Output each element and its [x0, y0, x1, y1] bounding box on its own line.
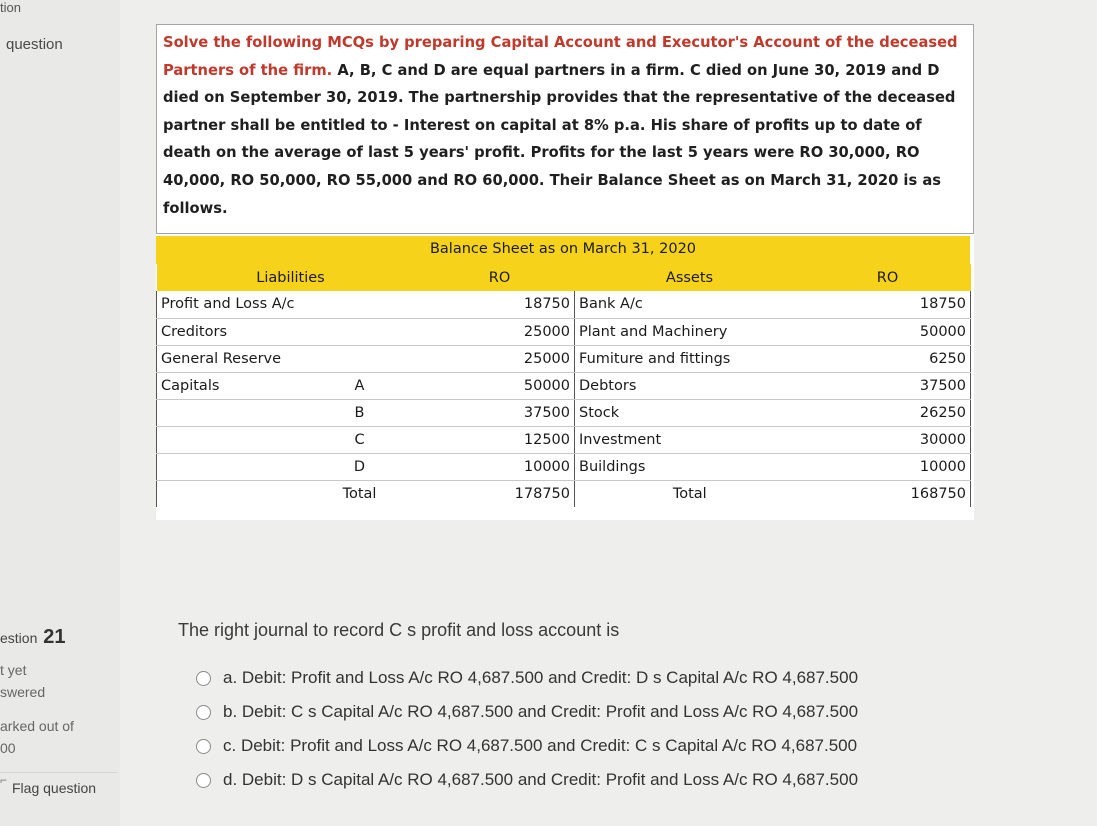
radio-button-a[interactable]: [196, 671, 211, 686]
marked-out-of: arked out of: [0, 718, 74, 734]
liability-amount: 10000: [425, 453, 575, 480]
marked-value: 00: [0, 740, 16, 756]
liability-amount: 25000: [425, 345, 575, 372]
table-row: [157, 453, 971, 480]
asset-cell: Buildings: [575, 453, 805, 480]
quiz-sidebar: [0, 0, 120, 826]
liability-amount: 18750: [425, 291, 575, 318]
header-ro-left: RO: [425, 264, 575, 291]
liability-cell: [157, 426, 295, 453]
asset-cell: Debtors: [575, 372, 805, 399]
header-assets: Assets: [575, 264, 805, 291]
asset-amount: 26250: [805, 399, 971, 426]
balance-sheet-title: Balance Sheet as on March 31, 2020: [156, 236, 970, 264]
option-b-label[interactable]: b. Debit: C s Capital A/c RO 4,687.500 and Credit: Profit and Loss A/c RO 4,687.500: [223, 702, 859, 721]
table-row: [157, 318, 971, 345]
liability-cell: Profit and Loss A/c: [157, 291, 295, 318]
total-label-left: Total: [295, 480, 425, 507]
asset-cell: Plant and Machinery: [575, 318, 805, 345]
header-liabilities: Liabilities: [157, 264, 425, 291]
asset-amount: 6250: [805, 345, 971, 372]
option-c[interactable]: [196, 736, 857, 756]
partner-cell: C: [295, 426, 425, 453]
partner-cell: B: [295, 399, 425, 426]
option-d[interactable]: [196, 770, 858, 790]
table-row: [157, 291, 971, 318]
asset-cell: Stock: [575, 399, 805, 426]
status-not-yet: t yet: [0, 662, 27, 678]
liability-cell: General Reserve: [157, 345, 295, 372]
liability-cell: [157, 399, 295, 426]
option-c-label[interactable]: c. Debit: Profit and Loss A/c RO 4,687.500 and Credit: C s Capital A/c RO 4,687.500: [223, 736, 858, 755]
sidebar-cut-text: tion: [0, 0, 21, 15]
table-row: [157, 345, 971, 372]
asset-cell: Bank A/c: [575, 291, 805, 318]
total-label-right: Total: [575, 480, 805, 507]
question-prefix: estion: [0, 630, 38, 646]
asset-amount: 37500: [805, 372, 971, 399]
question-number-label: [0, 626, 66, 649]
partner-cell: [295, 291, 425, 318]
header-ro-right: RO: [805, 264, 971, 291]
option-d-label[interactable]: d. Debit: D s Capital A/c RO 4,687.500 and Credit: Profit and Loss A/c RO 4,687.500: [223, 770, 859, 789]
balance-sheet: [156, 236, 970, 507]
question-number: 21: [43, 626, 66, 648]
flag-icon: ⌐: [0, 773, 8, 787]
balance-sheet-header-row: [157, 264, 971, 291]
radio-button-d[interactable]: [196, 773, 211, 788]
sidebar-question-word: question: [6, 36, 63, 53]
total-liabilities: 178750: [425, 480, 575, 507]
asset-cell: Fumiture and fittings: [575, 345, 805, 372]
question-intro: [156, 24, 974, 234]
asset-amount: 10000: [805, 453, 971, 480]
total-spacer: [157, 480, 295, 507]
intro-instruction: Solve the following MCQs by preparing Capital Account and Executor's Account of the deceased Partners of the firm.: [163, 34, 958, 79]
partner-cell: [295, 345, 425, 372]
radio-button-b[interactable]: [196, 705, 211, 720]
partner-cell: A: [295, 372, 425, 399]
asset-amount: 50000: [805, 318, 971, 345]
partner-cell: [295, 318, 425, 345]
asset-cell: Investment: [575, 426, 805, 453]
option-b[interactable]: [196, 702, 858, 722]
intro-body: A, B, C and D are equal partners in a firm. C died on June 30, 2019 and D died on September 30, 2019. The partnership provides that the representative of the deceased partner shall be entitled to - Interest on capital at 8% p.a. His share of profits up to date of death on the average of last 5 years' profit. Profits for the last 5 years were RO 30,000, RO 40,000, RO 50,000, RO 55,000 and RO 60,000. Their Balance Sheet as on March 31, 2020 is as follows.: [163, 61, 956, 217]
liability-cell: Capitals: [157, 372, 295, 399]
question-image: [156, 24, 974, 520]
status-answered: swered: [0, 684, 46, 700]
option-a-label[interactable]: a. Debit: Profit and Loss A/c RO 4,687.500 and Credit: D s Capital A/c RO 4,687.500: [223, 668, 859, 687]
asset-amount: 30000: [805, 426, 971, 453]
liability-amount: 37500: [425, 399, 575, 426]
balance-sheet-table: [156, 264, 971, 507]
question-text: The right journal to record C s profit and loss account is: [178, 620, 620, 640]
flag-question-label: Flag question: [12, 780, 97, 796]
table-row: [157, 426, 971, 453]
partner-cell: D: [295, 453, 425, 480]
liability-cell: [157, 453, 295, 480]
asset-amount: 18750: [805, 291, 971, 318]
liability-amount: 12500: [425, 426, 575, 453]
flag-question-button[interactable]: [0, 772, 118, 802]
liability-amount: 25000: [425, 318, 575, 345]
liability-cell: Creditors: [157, 318, 295, 345]
total-assets: 168750: [805, 480, 971, 507]
radio-button-c[interactable]: [196, 739, 211, 754]
table-row: [157, 372, 971, 399]
option-a[interactable]: [196, 668, 858, 688]
total-row: [157, 480, 971, 507]
table-row: [157, 399, 971, 426]
liability-amount: 50000: [425, 372, 575, 399]
